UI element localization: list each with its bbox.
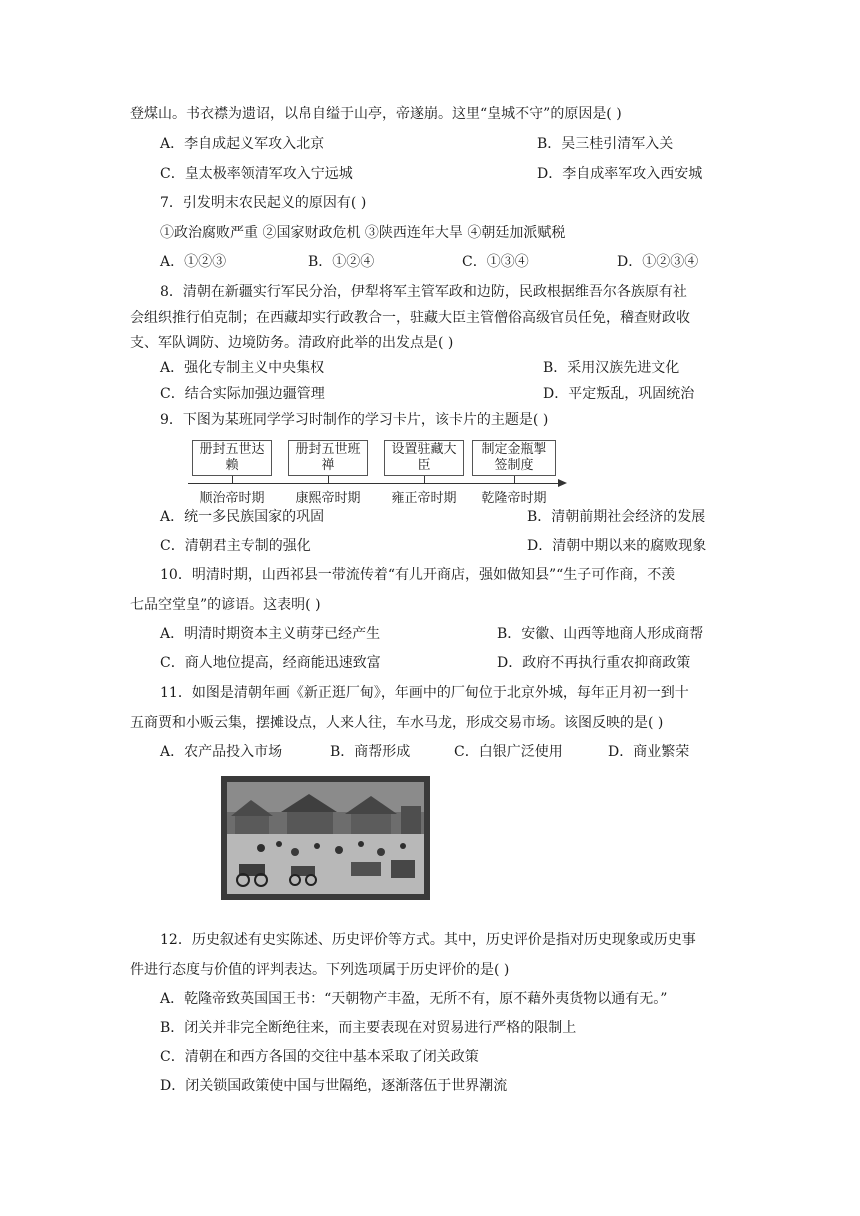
q7-option-a[interactable]: A．①②③: [160, 254, 227, 270]
timeline-tick: [328, 476, 329, 483]
q6-option-d[interactable]: D．李自成率军攻入西安城: [537, 166, 703, 182]
q12-option-a[interactable]: A．乾隆帝致英国国王书：“天朝物产丰盈，无所不有，原不藉外夷货物以通有无。”: [160, 991, 668, 1007]
timeline-period-3: 雍正帝时期: [391, 491, 457, 506]
q6-stem-line: 登煤山。书衣襟为遗诏，以帛自缢于山亭，帝遂崩。这里“皇城不守”的原因是( ): [130, 106, 622, 122]
q12-option-b[interactable]: B．闭关并非完全断绝往来，而主要表现在对贸易进行严格的限制上: [160, 1020, 577, 1036]
q12-option-d[interactable]: D．闭关锁国政策使中国与世隔绝，逐渐落伍于世界潮流: [160, 1078, 508, 1094]
q12-stem-line-2: 件进行态度与价值的评判表达。下列选项属于历史评价的是( ): [130, 962, 510, 978]
q11-option-c[interactable]: C．白银广泛使用: [454, 744, 563, 760]
q10-option-d[interactable]: D．政府不再执行重农抑商政策: [497, 655, 691, 671]
q8-option-d[interactable]: D．平定叛乱，巩固统治: [543, 386, 695, 402]
q8-stem-line-1: 8．清朝在新疆实行军民分治，伊犁将军主管军政和边防，民政根据维吾尔各族原有社: [160, 284, 687, 300]
q6-option-c[interactable]: C．皇太极率领清军攻入宁远城: [160, 166, 353, 182]
timeline-card-3: 设置驻藏大臣: [384, 440, 464, 476]
q8-stem-line-2: 会组织推行伯克制；在西藏却实行政教合一，驻藏大臣主管僧俗高级官员任免，稽查财政收: [130, 310, 690, 326]
q10-option-c[interactable]: C．商人地位提高，经商能迅速致富: [160, 655, 381, 671]
q9-option-c[interactable]: C．清朝君主专制的强化: [160, 538, 311, 554]
study-card-timeline: [178, 436, 578, 506]
new-year-painting-image: [221, 776, 430, 900]
timeline-card-2: 册封五世班禅: [288, 440, 368, 476]
q8-stem-line-3: 支、军队调防、边境防务。清政府此举的出发点是( ): [130, 335, 454, 351]
timeline-axis: [188, 483, 560, 484]
q7-option-d[interactable]: D．①②③④: [617, 254, 699, 270]
q11-stem-line-2: 五商贾和小贩云集，摆摊设点，人来人往，车水马龙，形成交易市场。该图反映的是( ): [130, 715, 664, 731]
q7-option-b[interactable]: B．①②④: [308, 254, 375, 270]
q7-option-c[interactable]: C．①③④: [462, 254, 529, 270]
timeline-tick: [424, 476, 425, 483]
timeline-arrow-icon: [558, 479, 567, 487]
q7-items: ①政治腐败严重 ②国家财政危机 ③陕西连年大旱 ④朝廷加派赋税: [160, 225, 566, 241]
q6-option-b[interactable]: B．吴三桂引清军入关: [537, 136, 674, 152]
q11-stem-line-1: 11．如图是清朝年画《新正逛厂甸》，年画中的厂甸位于北京外城，每年正月初一到十: [160, 685, 689, 701]
q11-option-d[interactable]: D．商业繁荣: [608, 744, 690, 760]
q10-option-a[interactable]: A．明清时期资本主义萌芽已经产生: [160, 626, 381, 642]
timeline-card-1: 册封五世达赖: [192, 440, 272, 476]
q7-stem: 7．引发明末农民起义的原因有( ): [160, 195, 367, 211]
timeline-period-4: 乾隆帝时期: [481, 491, 547, 506]
q9-option-b[interactable]: B．清朝前期社会经济的发展: [527, 509, 706, 525]
q11-option-a[interactable]: A．农产品投入市场: [160, 744, 283, 760]
q9-option-d[interactable]: D．清朝中期以来的腐败现象: [527, 538, 707, 554]
timeline-card-4: 制定金瓶掣签制度: [472, 440, 556, 476]
q8-option-a[interactable]: A．强化专制主义中央集权: [160, 360, 325, 376]
timeline-tick: [232, 476, 233, 483]
q8-option-c[interactable]: C．结合实际加强边疆管理: [160, 386, 325, 402]
q9-stem: 9．下图为某班同学学习时制作的学习卡片，该卡片的主题是( ): [160, 412, 549, 428]
timeline-tick: [514, 476, 515, 483]
q12-stem-line-1: 12．历史叙述有史实陈述、历史评价等方式。其中，历史评价是指对历史现象或历史事: [160, 932, 696, 948]
q8-option-b[interactable]: B．采用汉族先进文化: [543, 360, 680, 376]
q11-option-b[interactable]: B．商帮形成: [330, 744, 411, 760]
timeline-period-2: 康熙帝时期: [295, 491, 361, 506]
q10-stem-line-2: 七品空堂皇”的谚语。这表明( ): [130, 597, 321, 613]
q10-stem-line-1: 10．明清时期，山西祁县一带流传着“有儿开商店，强如做知县”“生子可作商，不羡: [160, 567, 676, 583]
q6-option-a[interactable]: A．李自成起义军攻入北京: [160, 136, 325, 152]
timeline-period-1: 顺治帝时期: [199, 491, 265, 506]
q12-option-c[interactable]: C．清朝在和西方各国的交往中基本采取了闭关政策: [160, 1049, 479, 1065]
q9-option-a[interactable]: A．统一多民族国家的巩固: [160, 509, 325, 525]
q10-option-b[interactable]: B．安徽、山西等地商人形成商帮: [497, 626, 704, 642]
painting-illustration: [221, 776, 430, 900]
